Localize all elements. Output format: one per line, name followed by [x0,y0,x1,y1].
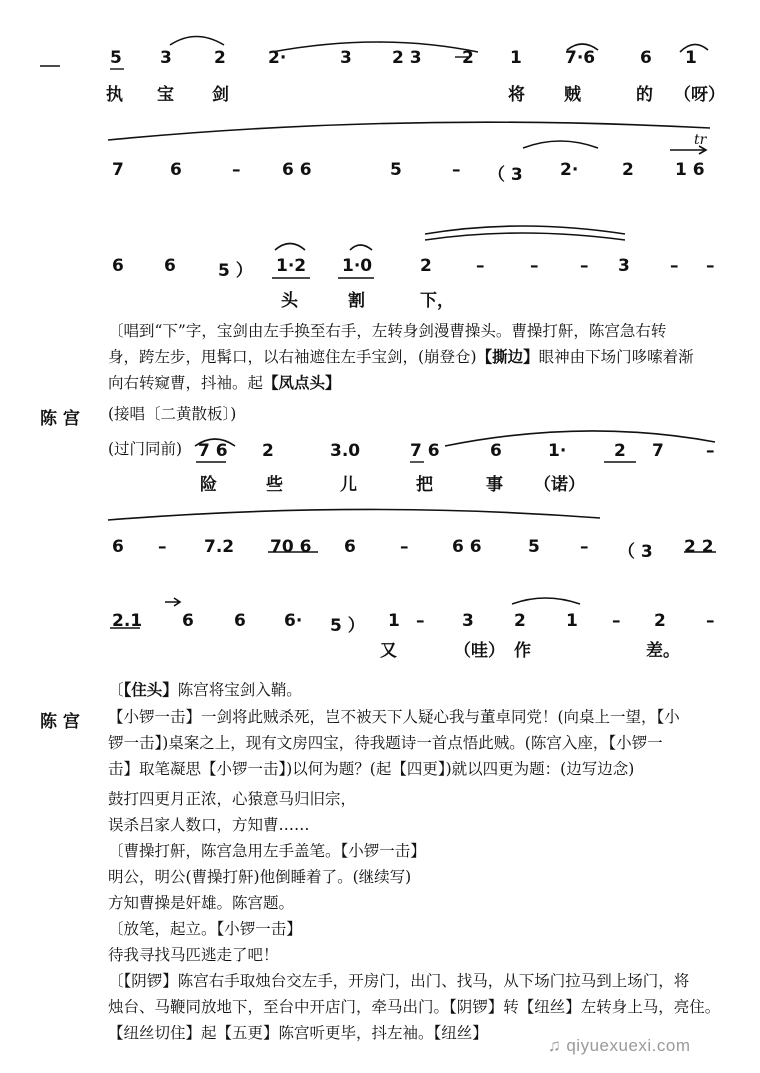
note: – [232,160,241,180]
dialogue-line: 明公，明公(曹操打鼾)他倒睡着了。(继续写) [108,868,412,886]
singing-cue: (接唱〔二黄散板〕) [108,405,237,423]
cue-tag: 【凤点头】 [263,373,341,392]
lyric: 险 [200,475,217,495]
lyric: 头 [281,291,298,311]
lyric: 贼 [564,85,581,105]
note: （ 3 [618,542,653,562]
lyric: 差。 [646,641,680,661]
lyric: 些 [266,475,283,495]
note: 2· [268,48,287,68]
note: （ 3 [488,165,523,185]
lyric: 的 [636,85,653,105]
note: 7 6 [198,441,228,461]
note: 2 [514,611,526,631]
direction-line [108,344,694,370]
note: 6 [182,611,194,631]
direction-line: 烛台、马鞭同放地下，至台中开店门，牵马出门。【阴锣】转【纽丝】左转身上马，亮住。 [108,998,721,1016]
lyric: 儿 [340,475,357,495]
note: 1·2 [276,256,307,276]
watermark-text: qiyuexuexi.com [566,1036,691,1055]
note: 6 6 [452,537,482,557]
note: – [452,160,461,180]
note: 6 [112,256,124,276]
lyric: 将 [508,85,525,105]
lyric: （呀） [674,85,725,105]
direction-text: 向右转窥曹，抖袖。起 [108,374,264,392]
note: 1 6 [675,160,705,180]
note: 7 [652,441,664,461]
lyric: 宝 [157,85,174,105]
note: – [580,537,589,557]
note: – [670,256,679,276]
note: 2 3 [392,48,422,68]
note: 2 [420,256,432,276]
note: – [400,537,409,557]
note: 1·0 [342,256,373,276]
direction-text: 身，跨左步，甩髯口，以右袖遮住左手宝剑，(崩登仓) [108,348,477,366]
stage-direction-4: 〔放笔，起立。【小锣一击】 [108,920,302,938]
dialogue-line: 待我寻找马匹逃走了吧！ [108,946,279,964]
note: 7 [112,160,124,180]
note: 2 [214,48,226,68]
note: – [706,256,715,276]
lyric: 事 [486,475,503,495]
note: 1 [388,611,400,631]
speech-line: 锣一击】)桌案之上，现有文房四宝，待我题诗一首点悟此贼。(陈宫入座，【小锣一 [108,734,663,752]
cue-tag: 【住头】 [123,680,178,699]
direction-text: 眼神由下场门哆嗦着渐 [538,348,694,366]
note: 2 [262,441,274,461]
lyric: 作 [514,641,531,661]
note: 3 [160,48,172,68]
note: 70 6 [270,537,312,557]
note: 1 [566,611,578,631]
note: 3 [618,256,630,276]
note: – [416,611,425,631]
note: – [158,537,167,557]
lyric: （哇） [454,641,505,661]
note: – [612,611,621,631]
speaker-name: 陈 宫 [40,712,80,732]
trill-mark: tr [694,132,707,148]
lyric: 下， [420,291,454,311]
note: 6 [490,441,502,461]
note: – [476,256,485,276]
note: 5 [528,537,540,557]
note: 2 [622,160,634,180]
note: 2.1 [112,611,143,631]
musical-note-icon: ♫ [548,1036,562,1055]
stage-direction-3: 〔曹操打鼾，陈宫急用左手盖笔。【小锣一击】 [108,842,426,860]
speaker-name: 陈 宫 [40,409,80,429]
note: 6· [284,611,303,631]
note: 1 [510,48,522,68]
note: 2 [654,611,666,631]
note: – [580,256,589,276]
note: 2 [614,441,626,461]
note: 2 2 [684,537,714,557]
lyric: 剑 [212,85,229,105]
note: 3 [340,48,352,68]
note: 6 [640,48,652,68]
stage-direction-2: 〔【住头】陈宫将宝剑入鞘。 [108,680,302,699]
speech-line: 击】取笔凝思【小锣一击】)以何为题？(起【四更】)就以四更为题：(边写边念) [108,760,635,778]
note: 5 [110,48,122,68]
poem-line: 鼓打四更月正浓，心猿意马归旧宗， [108,790,357,808]
note: – [706,441,715,461]
note: 6 [234,611,246,631]
poem-line: 误杀吕家人数口，方知曹…… [108,816,310,834]
note: 6 [344,537,356,557]
note: 6 [170,160,182,180]
note: 6 [112,537,124,557]
note: 6 [164,256,176,276]
note: 5 [390,160,402,180]
speech-line: 【小锣一击】一剑将此贼杀死，岂不被天下人疑心我与董卓同党！(向桌上一望，【小 [108,708,680,726]
cue-tag: 【撕边】 [476,347,539,366]
lyric: 把 [416,475,433,495]
note: 1 [685,48,697,68]
note: 1· [548,441,567,461]
note: 3.0 [330,441,361,461]
watermark [548,1036,691,1056]
note: 5 ） [330,616,365,636]
note: – [706,611,715,631]
dialogue-line: 方知曹操是奸雄。陈宫题。 [108,894,295,912]
lyric: 又 [380,641,397,661]
note: 3 [462,611,474,631]
note: 5 ） [218,261,253,281]
prelude-cue: (过门同前) [108,440,183,458]
direction-line [108,370,341,396]
note: 7 6 [410,441,440,461]
direction-text: 陈宫将宝剑入鞘。 [177,681,302,699]
lyric: （诺） [534,475,585,495]
lyric: 割 [348,291,365,311]
note: 7.2 [204,537,235,557]
note: 6 6 [282,160,312,180]
note: – [530,256,539,276]
lyric: 执 [106,85,123,105]
direction-line: 【纽丝切住】起【五更】陈宫听更毕，抖左袖。【纽丝】 [108,1024,488,1042]
note: 7·6 [565,48,596,68]
direction-line: 〔唱到“下”字，宝剑由左手换至右手，左转身剑漫曹操头。曹操打鼾，陈宫急右转 [108,322,667,340]
direction-line: 〔【阴锣】陈宫右手取烛台交左手，开房门，出门、找马，从下场门拉马到上场门，将 [108,972,690,990]
note: 2 [462,48,474,68]
note: 2· [560,160,579,180]
